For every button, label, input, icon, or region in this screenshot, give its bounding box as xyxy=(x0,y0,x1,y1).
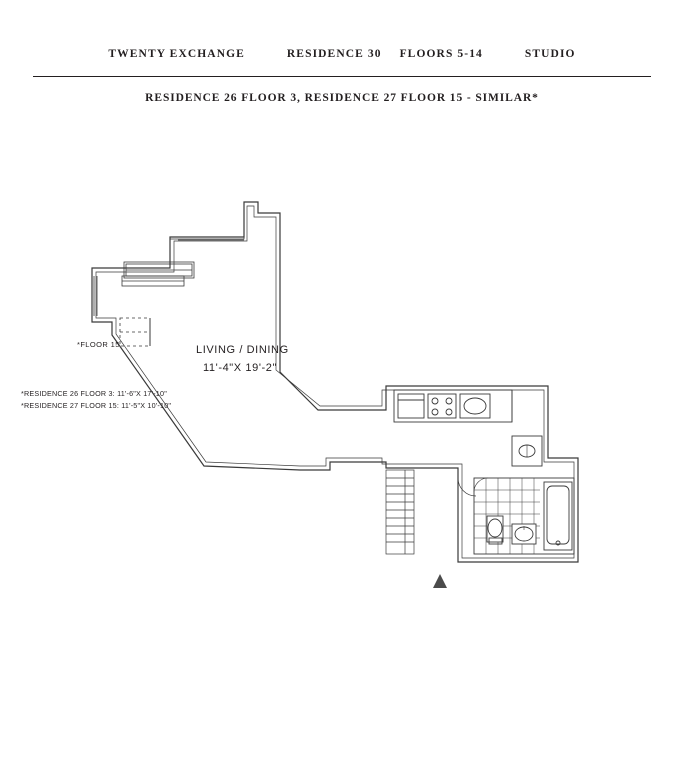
north-arrow-icon xyxy=(433,574,447,588)
toilet-icon xyxy=(487,516,503,544)
closet-dashed xyxy=(120,318,150,346)
bathtub-icon xyxy=(544,482,572,550)
window-glazing-upper xyxy=(122,237,244,286)
floor-range: FLOORS 5-14 xyxy=(399,48,483,60)
residence-number: RESIDENCE 30 xyxy=(286,48,382,60)
unit-inner-wall xyxy=(96,206,574,558)
room-dimensions-living-dining: 11'-4"X 19'-2" xyxy=(203,362,278,374)
bathroom-sink-icon xyxy=(512,524,536,544)
entry-stair-hatch xyxy=(386,470,414,554)
floor-15-note: *FLOOR 15 xyxy=(77,340,120,349)
alt-dimension-note-residence-26: *RESIDENCE 26 FLOOR 3: 11'-6"X 17'-10" xyxy=(21,389,167,398)
header-subtitle: RESIDENCE 26 FLOOR 3, RESIDENCE 27 FLOOR 15 - SIMILAR* xyxy=(145,92,539,104)
building-name: TWENTY EXCHANGE xyxy=(108,48,245,60)
cooktop-icon xyxy=(428,394,456,418)
room-label-living-dining: LIVING / DINING xyxy=(196,344,289,356)
unit-type: STUDIO xyxy=(524,48,576,60)
kitchen-area xyxy=(394,390,512,422)
refrigerator-icon xyxy=(512,436,542,466)
entry-door-swing xyxy=(458,478,476,496)
oven-icon xyxy=(398,394,424,418)
bathroom xyxy=(474,478,574,554)
unit-outline xyxy=(92,202,578,562)
alt-dimension-note-residence-27: *RESIDENCE 27 FLOOR 15: 11'-5"X 10'-10" xyxy=(21,401,172,410)
